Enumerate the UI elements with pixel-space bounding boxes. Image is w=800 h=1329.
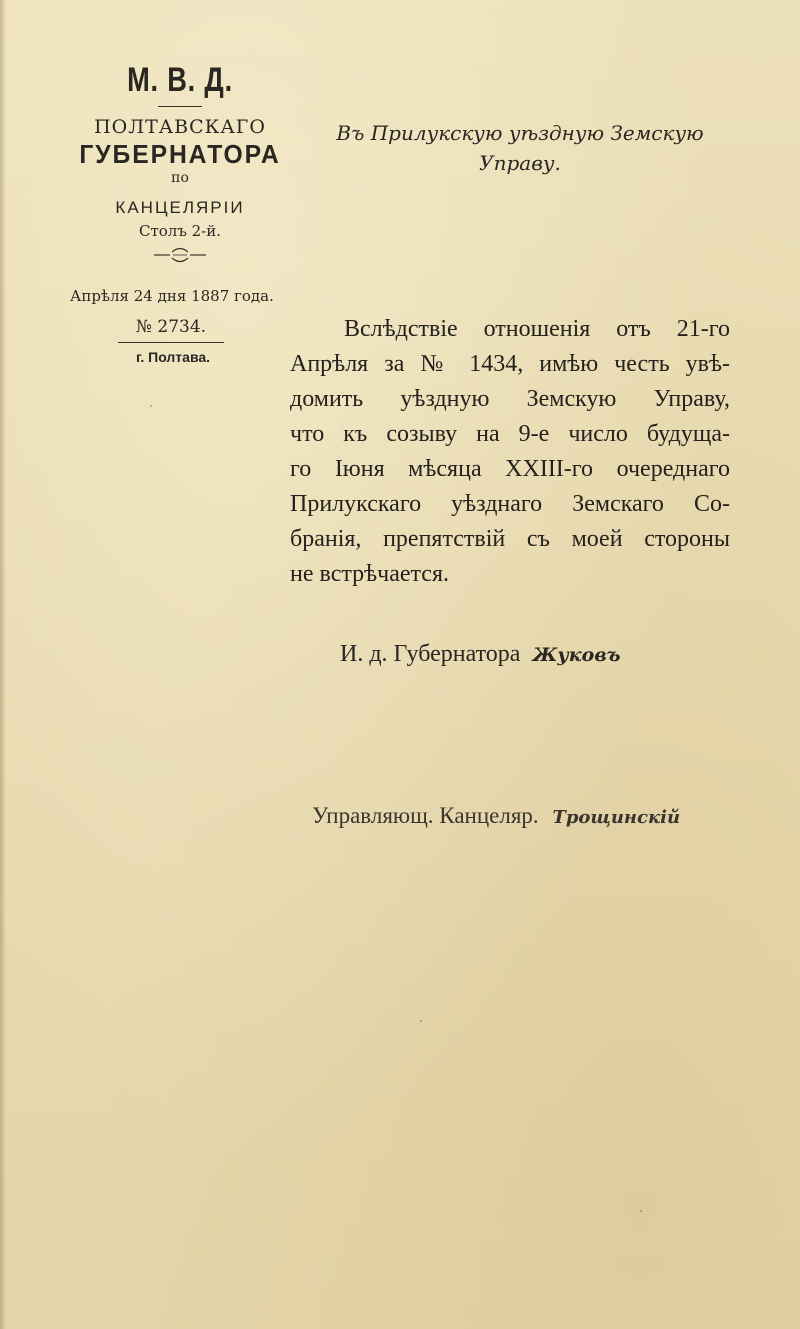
body-line: не встрѣчается.	[290, 561, 449, 587]
letterhead-gubernator: ГУБЕРНАТОРА	[79, 139, 281, 169]
body-line: Вслѣдствіе отношенія отъ 21-го	[344, 316, 730, 342]
addressee-line: Въ Прилукскую уѣздную Земскую	[336, 121, 704, 145]
body-line: Прилукскаго уѣзднаго Земскаго Со-	[290, 491, 730, 517]
addressee	[320, 118, 720, 178]
body-line: го Іюня мѣсяца XXIII-го очереднаго	[290, 456, 730, 482]
number-rule	[118, 342, 224, 343]
addressee-line: Управу.	[479, 151, 561, 175]
signature-name: Жуковъ	[532, 644, 621, 666]
ministry-abbrev: М. В. Д.	[127, 61, 233, 99]
letter-number: № 2734.	[135, 317, 207, 337]
paper-speck	[150, 405, 152, 407]
body-line: что къ созыву на 9-е число будуща-	[290, 421, 730, 447]
governor-signature	[340, 636, 740, 673]
manager-title: Управляющ. Канцеляр.	[312, 803, 539, 828]
letter-city: г. Полтава.	[135, 349, 211, 365]
ornament-icon	[150, 243, 210, 267]
signature-title: И. д. Губернатора	[340, 641, 521, 667]
letterhead-poltava: ПОЛТАВСКАГО	[94, 116, 266, 138]
manager-signature	[312, 798, 772, 836]
letter-date: Апрѣля 24 дня 1887 года.	[70, 287, 274, 305]
letter-body	[290, 312, 730, 592]
letterhead-desk: Столъ 2-й.	[138, 222, 222, 240]
body-line: бранія, препятствій съ моей стороны	[290, 526, 730, 552]
letterhead	[60, 60, 300, 267]
letterhead-rule	[158, 106, 202, 107]
manager-name: Трощинскій	[552, 807, 681, 828]
letterhead-po: по	[171, 170, 189, 186]
paper-speck	[640, 1210, 642, 1212]
paper-speck	[420, 1020, 422, 1022]
page-edge-shadow	[0, 0, 6, 1329]
letterhead-chancellery: КАНЦЕЛЯРІИ	[115, 198, 245, 217]
body-line: домить уѣздную Земскую Управу,	[290, 386, 730, 412]
body-line: Апрѣля за № 1434, имѣю честь увѣ-	[290, 351, 730, 377]
